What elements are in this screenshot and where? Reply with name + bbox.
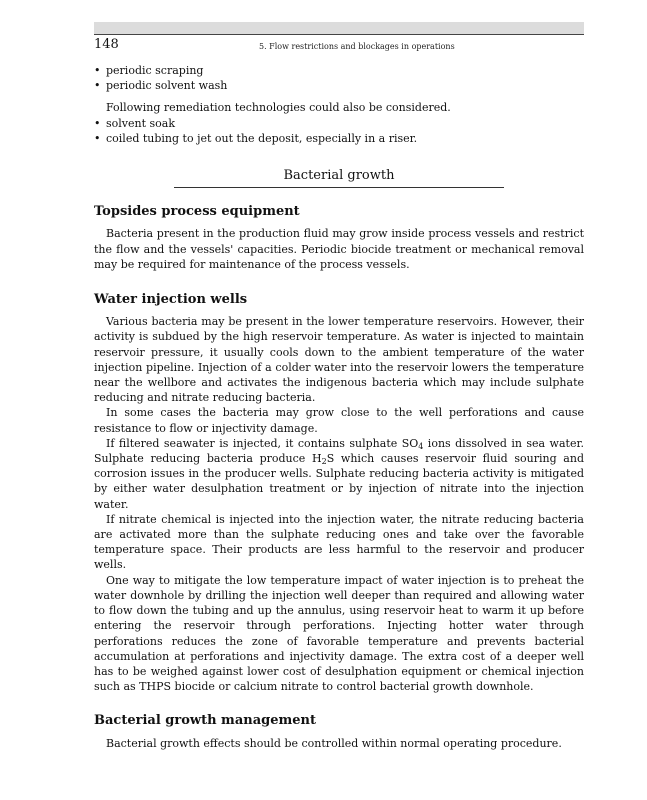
list-item: • periodic scraping (94, 63, 584, 78)
paragraph: One way to mitigate the low temperature impact of water injection is to preheat the water downhole by drilling the injection well deeper than required and allowing water to flow down the tubing and up the annulus, using reservoir heat to warm it up before entering the reservoir through perforations. Injecting hotter water through perforations reduces the zone of favorable temperature and prevents bacterial accumulation at perforations and injectivity damage. The extra cost of a deeper well has to be weighed against lower cost of desulphation equipment or chemical injection such as THPS biocide or calcium nitrate to control bacterial growth downhole. (94, 573, 584, 694)
paragraph-sulphate (94, 436, 584, 512)
bullet-list-technologies (94, 116, 584, 146)
list-item: • coiled tubing to jet out the deposit, especially in a riser. (94, 131, 584, 146)
intro-paragraph: Following remediation technologies could also be considered. (106, 101, 451, 115)
page-body (94, 63, 584, 751)
subscript: 2 (321, 457, 327, 467)
subheading-water-injection: Water injection wells (94, 292, 248, 308)
page-number: 148 (94, 37, 119, 52)
section-title: Bacterial growth (174, 168, 504, 188)
paragraph: Bacteria present in the production fluid may grow inside process vessels and restrict the flow and the vessels' capacities. Periodic biocide treatment or mechanical removal may be required for maintenance of the process vessels. (94, 227, 584, 271)
paragraph: Various bacteria may be present in the lower temperature reservoirs. However, their activity is subdued by the high reservoir temperature. As water is injected to maintain reservoir pressure, it usually cools down to the ambient temperature of the water injection pipeline. Injection of a colder water into the reservoir lowers the temperature near the wellbore and activates the indigenous bacteria which may include sulphate reducing and nitrate reducing bacteria. (94, 315, 584, 405)
running-head: 5. Flow restrictions and blockages in operations (259, 42, 455, 51)
bullet-list-remediation (94, 63, 584, 93)
paragraph: In some cases the bacteria may grow close to the well perforations and cause resistance to flow or injectivity damage. (94, 406, 584, 435)
paragraph: Bacterial growth effects should be controlled within normal operating procedure. (106, 736, 562, 750)
subscript: 4 (418, 441, 424, 451)
subheading-management: Bacterial growth management (94, 713, 316, 729)
list-item: • solvent soak (94, 116, 584, 131)
subheading-topsides: Topsides process equipment (94, 204, 300, 220)
header-rule (94, 34, 584, 35)
list-item: • periodic solvent wash (94, 78, 584, 93)
text-run: S which causes reservoir fluid souring and corrosion issues in the producer wells. Sulphate reducing bacteria activity is mitigated by either water desulphation treatment or by injection of nitrate into the injection water. (94, 452, 584, 511)
paragraph: If nitrate chemical is injected into the injection water, the nitrate reducing bacteria are activated more than the sulphate reducing ones and take over the favorable temperature space. Their products are less harmful to the reservoir and producer wells. (94, 512, 584, 572)
text-run: ions dissolved in sea water. Sulphate reducing bacteria produce H (94, 436, 585, 466)
header-bar (94, 22, 584, 34)
text-run: If filtered seawater is injected, it contains sulphate SO (106, 436, 419, 450)
